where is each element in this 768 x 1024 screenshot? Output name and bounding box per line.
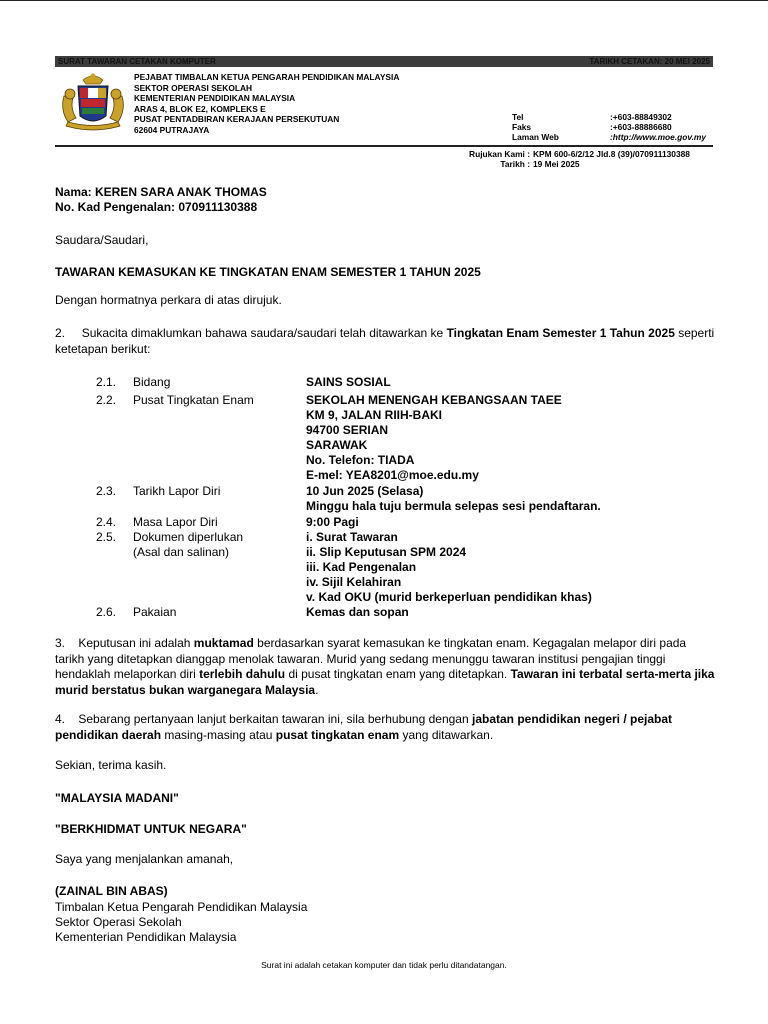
slogan-berkhidmat: "BERKHIDMAT UNTUK NEGARA" xyxy=(55,822,247,836)
detail-label: Masa Lapor Diri xyxy=(133,515,218,529)
offer-details-table xyxy=(0,375,768,619)
recipient-name-label: Nama: xyxy=(55,185,96,199)
office-address-block xyxy=(134,72,399,135)
malaysia-coat-of-arms-icon xyxy=(58,72,128,134)
detail-value: Kemas dan sopan xyxy=(306,605,409,619)
intro-text: Dengan hormatnya perkara di atas dirujuk. xyxy=(55,293,282,307)
detail-value: iv. Sijil Kelahiran xyxy=(306,575,402,589)
paragraph-2 xyxy=(55,326,715,357)
web-label: Laman Web xyxy=(512,131,559,142)
reference-value: KPM 600-6/2/12 Jld.8 (39)/070911130388 xyxy=(533,149,690,159)
para3-text: . xyxy=(315,682,319,697)
detail-value: Minggu hala tuju bermula selepas sesi pendaftaran. xyxy=(306,499,601,513)
detail-value: E-mel: YEA8201@moe.edu.my xyxy=(306,468,479,482)
header-divider xyxy=(55,145,713,147)
office-line: PUSAT PENTADBIRAN KERAJAAN PERSEKUTUAN xyxy=(134,114,340,124)
detail-value: SEKOLAH MENENGAH KEBANGSAAN TAEE xyxy=(306,393,562,407)
para3-text: Keputusan ini adalah xyxy=(78,636,194,650)
para4-text: masing-masing atau xyxy=(161,727,276,742)
fax-value: :+603-88886680 xyxy=(610,121,672,132)
office-line: 62604 PUTRAJAYA xyxy=(134,124,210,135)
para4-text: Sebarang pertanyaan lanjut berkaitan tawaran ini, sila berhubung dengan xyxy=(78,712,472,726)
detail-value: 10 Jun 2025 (Selasa) xyxy=(306,484,424,498)
para4-text: yang ditawarkan. xyxy=(399,727,494,742)
recipient-ic-label: No. Kad Pengenalan: xyxy=(55,200,179,214)
footer-note: Surat ini adalah cetakan komputer dan tidak perlu ditandatangan. xyxy=(261,960,507,970)
signatory-name: (ZAINAL BIN ABAS) xyxy=(55,884,168,898)
signatory-ministry: Kementerian Pendidikan Malaysia xyxy=(55,930,237,944)
detail-number: 2.6. xyxy=(96,605,117,619)
web-link[interactable]: :http://www.moe.gov.my xyxy=(610,131,707,142)
recipient-name: KEREN SARA ANAK THOMAS xyxy=(95,185,267,199)
signatory-sector: Sektor Operasi Sekolah xyxy=(55,915,182,929)
contact-block xyxy=(512,113,706,142)
paragraph-3 xyxy=(55,636,715,698)
detail-number: 2.4. xyxy=(96,515,117,529)
detail-value: SARAWAK xyxy=(306,438,368,452)
detail-number: 2.2. xyxy=(96,393,117,407)
office-line: KEMENTERIAN PENDIDIKAN MALAYSIA xyxy=(134,93,296,103)
detail-label: Bidang xyxy=(133,375,171,389)
para2-text: Sukacita dimaklumkan bahawa saudara/saudari telah ditawarkan ke xyxy=(81,326,447,340)
header-left-title: SURAT TAWARAN CETAKAN KOMPUTER xyxy=(58,57,216,66)
detail-value: v. Kad OKU (murid berkeperluan pendidikan khas) xyxy=(306,590,592,604)
detail-number: 2.1. xyxy=(96,375,117,389)
para4-bold: pusat tingkatan enam xyxy=(275,727,400,742)
detail-value: i. Surat Tawaran xyxy=(306,530,398,544)
para3-number: 3. xyxy=(55,636,66,650)
reference-block xyxy=(462,149,690,169)
date-label: Tarikh : xyxy=(500,159,530,169)
tel-value: :+603-88849302 xyxy=(610,112,672,122)
reference-label: Rujukan Kami : xyxy=(469,149,530,159)
para3-bold: muktamad xyxy=(193,636,254,650)
detail-value: SAINS SOSIAL xyxy=(306,375,391,389)
slogan-malaysia-madani: "MALAYSIA MADANI" xyxy=(55,791,179,805)
sign-intro: Saya yang menjalankan amanah, xyxy=(55,852,234,866)
salutation: Saudara/Saudari, xyxy=(55,233,149,247)
date-value: 19 Mei 2025 xyxy=(533,159,580,169)
para3-bold: Tawaran ini terbatal serta-merta jika murid berstatus bukan warganegara Malaysia xyxy=(55,667,715,697)
recipient-ic-line xyxy=(55,200,257,215)
tel-label: Tel xyxy=(512,112,524,122)
para4-bold: jabatan pendidikan negeri / pejabat pendidikan daerah xyxy=(55,712,673,742)
para2-number: 2. xyxy=(55,326,66,340)
para4-number: 4. xyxy=(55,712,66,726)
recipient-name-line xyxy=(55,185,267,200)
detail-value: No. Telefon: TIADA xyxy=(306,453,415,467)
detail-number: 2.5. xyxy=(96,530,117,544)
top-border xyxy=(0,0,768,1)
detail-value: 94700 SERIAN xyxy=(306,423,389,437)
detail-label-sub: (Asal dan salinan) xyxy=(133,545,230,559)
signatory-title: Timbalan Ketua Pengarah Pendidikan Malaysia xyxy=(55,900,308,914)
para3-bold: terlebih dahulu xyxy=(199,667,286,681)
office-line: ARAS 4, BLOK E2, KOMPLEKS E xyxy=(134,103,266,114)
para2-bold: Tingkatan Enam Semester 1 Tahun 2025 xyxy=(446,326,675,340)
detail-value: iii. Kad Pengenalan xyxy=(306,560,417,574)
detail-label: Pusat Tingkatan Enam xyxy=(133,393,254,407)
detail-label: Tarikh Lapor Diri xyxy=(133,484,221,498)
recipient-ic: 070911130388 xyxy=(178,200,258,214)
header-print-date: TARIKH CETAKAN: 20 MEI 2025 xyxy=(589,57,710,66)
detail-label: Dokumen diperlukan xyxy=(133,530,244,544)
office-line: SEKTOR OPERASI SEKOLAH xyxy=(134,82,253,93)
office-line: PEJABAT TIMBALAN KETUA PENGARAH PENDIDIKAN MALAYSIA xyxy=(134,72,400,82)
para2-text-end: seperti ketetapan berikut: xyxy=(55,326,715,356)
para3-text: berdasarkan syarat kemasukan ke tingkatan enam. Kegagalan melapor diri pada tarikh yang ditetapkan dianggap menolak tawaran. Murid yang sedang menunggu tawaran institusi pengajian tinggi hendaklah melaporkan diri xyxy=(55,636,687,681)
detail-label: Pakaian xyxy=(133,605,177,619)
letter-header-bar xyxy=(55,56,713,67)
closing-text: Sekian, terima kasih. xyxy=(55,758,167,772)
fax-label: Faks xyxy=(512,121,532,132)
detail-value: KM 9, JALAN RIIH-BAKI xyxy=(306,408,443,422)
paragraph-4 xyxy=(55,712,715,743)
para3-text: di pusat tingkatan enam yang ditetapkan. xyxy=(285,667,511,681)
detail-number: 2.3. xyxy=(96,484,117,498)
detail-value: ii. Slip Keputusan SPM 2024 xyxy=(306,545,467,559)
letter-subject: TAWARAN KEMASUKAN KE TINGKATAN ENAM SEMESTER 1 TAHUN 2025 xyxy=(55,265,481,279)
detail-value: 9:00 Pagi xyxy=(306,515,359,529)
